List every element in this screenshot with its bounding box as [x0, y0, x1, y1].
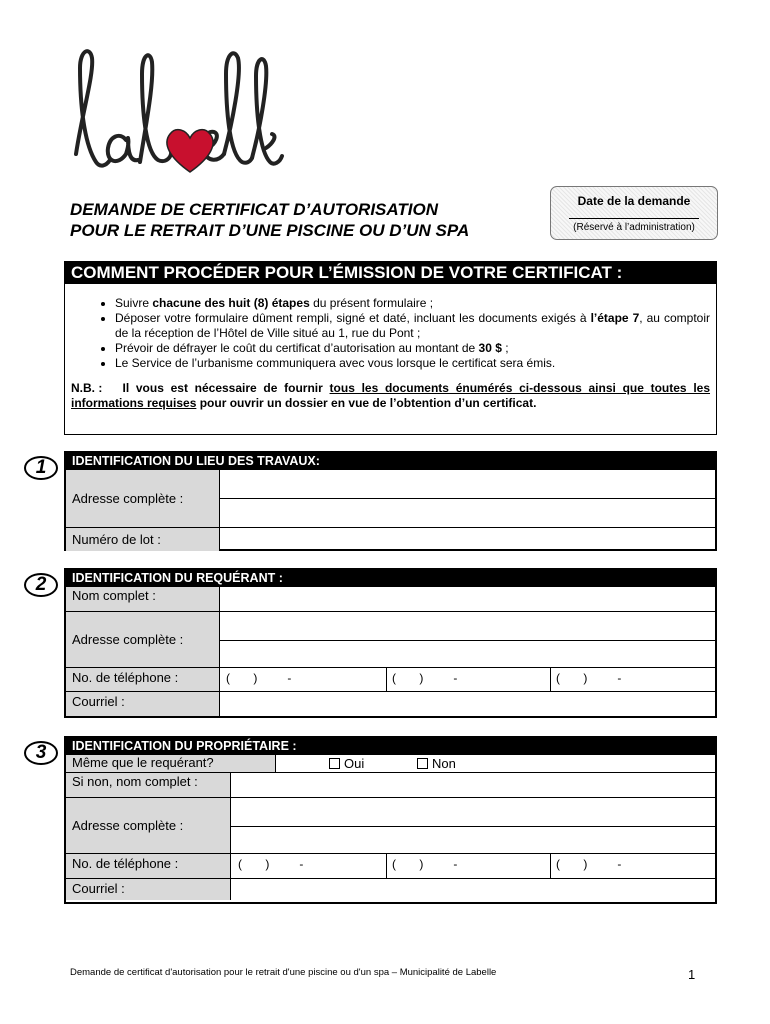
- owner-name-row: [66, 772, 715, 797]
- checkbox-icon[interactable]: [417, 758, 428, 769]
- instruction-item: • Suivre chacune des huit (8) étapes du présent formulaire ;: [115, 296, 710, 311]
- request-date-label: Date de la demande: [577, 194, 691, 208]
- field-divider: [550, 668, 551, 691]
- field-divider: [386, 668, 387, 691]
- section-2-applicant: [64, 568, 717, 718]
- instruction-item: • Le Service de l’urbanisme communiquera avec vous lorsque le certificat sera émis.: [115, 356, 710, 371]
- applicant-phone-field-3[interactable]: ( ) -: [556, 671, 622, 685]
- applicant-address-row: [66, 611, 715, 667]
- applicant-phone-field-2[interactable]: ( ) -: [392, 671, 458, 685]
- applicant-address-label: Adresse complète :: [66, 612, 220, 667]
- admin-reserved-note: (Réservé à l’administration): [573, 222, 695, 233]
- applicant-name-row: [66, 587, 715, 611]
- applicant-name-field[interactable]: [220, 587, 715, 611]
- heart-icon: [167, 130, 213, 172]
- work-address-field-2[interactable]: [220, 498, 715, 527]
- applicant-address-field-2[interactable]: [220, 640, 715, 667]
- lot-number-field[interactable]: [220, 528, 715, 551]
- applicant-email-row: [66, 691, 715, 716]
- applicant-name-label: Nom complet :: [66, 587, 220, 611]
- same-as-applicant-row: [66, 755, 715, 772]
- request-date-line: [569, 218, 699, 219]
- owner-same-no-option[interactable]: Non: [417, 756, 456, 771]
- same-as-applicant-label: Même que le requérant?: [66, 755, 276, 772]
- labelle-logo-wordmark: [66, 44, 286, 182]
- owner-same-yes-option[interactable]: Oui: [329, 756, 364, 771]
- owner-address-field-1[interactable]: [231, 798, 715, 826]
- section-3-owner: [64, 736, 717, 904]
- page-footer: Demande de certificat d'autorisation pour le retrait d'une piscine ou d'un spa – Municipalité de Labelle: [70, 967, 497, 978]
- nb-note: N.B. : Il vous est nécessaire de fournir tous les documents énumérés ci-dessous ainsi que toutes les informations requises pour ouvrir un dossier en vue de l’obtention d’un certificat.: [71, 381, 711, 410]
- labelle-logo: [66, 44, 286, 182]
- page-number: 1: [688, 967, 696, 982]
- field-divider: [550, 854, 551, 878]
- owner-email-field[interactable]: [231, 879, 715, 900]
- section-3-heading: IDENTIFICATION DU PROPRIÉTAIRE :: [66, 738, 715, 755]
- instructions-box: [64, 261, 717, 435]
- lot-number-row: [66, 527, 715, 551]
- applicant-email-label: Courriel :: [66, 692, 220, 716]
- owner-phone-field-1[interactable]: ( ) -: [238, 857, 304, 871]
- form-title-line-2: POUR LE RETRAIT D’UNE PISCINE OU D’UN SPA: [70, 221, 470, 240]
- owner-phone-label: No. de téléphone :: [66, 854, 231, 878]
- owner-name-field[interactable]: [231, 773, 715, 797]
- section-number-3: 3: [24, 741, 58, 765]
- applicant-phone-row: [66, 667, 715, 691]
- owner-phone-row: [66, 853, 715, 878]
- owner-email-row: [66, 878, 715, 900]
- field-divider: [386, 854, 387, 878]
- section-1-heading: IDENTIFICATION DU LIEU DES TRAVAUX:: [66, 453, 715, 470]
- work-address-field-1[interactable]: [220, 470, 715, 498]
- request-date-box[interactable]: [550, 186, 718, 240]
- applicant-phone-label: No. de téléphone :: [66, 668, 220, 691]
- instruction-item: • Déposer votre formulaire dûment rempli, signé et daté, incluant les documents exigés à l’étape 7, au comptoir de la réception de l’Hôtel de Ville situé au 1, rue du Pont ;: [115, 311, 710, 341]
- instructions-list: [65, 296, 716, 371]
- instructions-heading: COMMENT PROCÉDER POUR L’ÉMISSION DE VOTRE CERTIFICAT :: [65, 262, 716, 284]
- section-2-heading: IDENTIFICATION DU REQUÉRANT :: [66, 570, 715, 587]
- owner-address-label: Adresse complète :: [66, 798, 231, 853]
- applicant-address-field-1[interactable]: [220, 612, 715, 640]
- checkbox-icon[interactable]: [329, 758, 340, 769]
- work-address-row: [66, 470, 715, 527]
- owner-name-label: Si non, nom complet :: [66, 773, 231, 797]
- form-title-line-1: DEMANDE DE CERTIFICAT D’AUTORISATION: [70, 200, 439, 219]
- lot-number-label: Numéro de lot :: [66, 528, 220, 551]
- applicant-phone-field-1[interactable]: ( ) -: [226, 671, 292, 685]
- instruction-item: • Prévoir de défrayer le coût du certificat d’autorisation au montant de 30 $ ;: [115, 341, 710, 356]
- owner-address-row: [66, 797, 715, 853]
- work-address-label: Adresse complète :: [66, 470, 220, 527]
- applicant-email-field[interactable]: [220, 692, 715, 716]
- section-number-1: 1: [24, 456, 58, 480]
- owner-phone-field-3[interactable]: ( ) -: [556, 857, 622, 871]
- section-1-work-location: [64, 451, 717, 551]
- section-number-2: 2: [24, 573, 58, 597]
- owner-email-label: Courriel :: [66, 879, 231, 900]
- owner-address-field-2[interactable]: [231, 826, 715, 853]
- owner-phone-field-2[interactable]: ( ) -: [392, 857, 458, 871]
